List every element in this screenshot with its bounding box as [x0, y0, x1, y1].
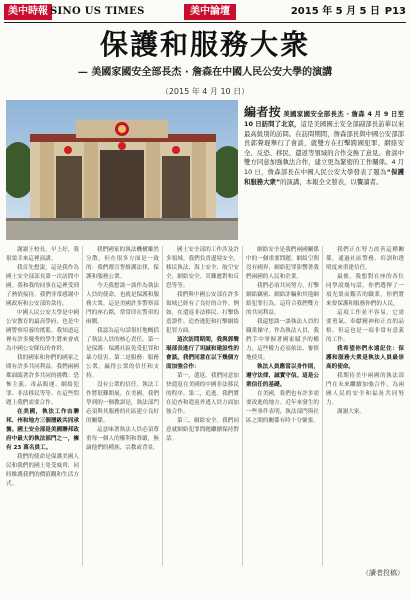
article-paragraph: 第一，遣返。我們同意加快遣返在美國的中國非法移民的程序。第二，追逃。我們將在追查和遣返外逃人員方面加強合作。 — [166, 373, 239, 415]
article-column-2 — [86, 246, 159, 566]
article-paragraph: 我們國家的執法機構雖然分散，但在很多方面是一致的：我們都宣誓維護法律，保護和服務公衆。 — [86, 247, 159, 280]
article-paragraph: 中國人民公安大學是中國公安教育的最高學府，也是中國警察培養的搖籃。我知道這裡有許多優秀的學生將來會成為中國公安隊伍的骨幹。 — [6, 310, 79, 352]
column-divider — [242, 246, 243, 566]
article-subtitle: — 美國家國安全部長杰 · 詹森在中國人民公安大學的演講 — [77, 67, 333, 78]
article-paragraph: 這次訪問期間，我與郭聲琨部長進行了坦誠和建設性的會談。我們同意在以下幾個方面加強合作： — [166, 337, 239, 370]
paper-logo: 美中時報 — [4, 4, 52, 20]
page-number: P13 — [384, 6, 406, 17]
article-paragraph: 這意味著執法人員必須尊重每一個人的權利和尊嚴，無論他們的種族、宗教或背景。 — [86, 427, 159, 451]
article-paragraph: 我們正在努力改善這種關係，通過社區警務、培訓和透明度來重建信任。 — [326, 247, 404, 271]
article-paragraph: 我還想談一談執法人員的職業操守。作為執法人員，我們手中掌握著國家賦予的權力，這些權力必須依法、審慎地使用。 — [246, 319, 319, 361]
article-paragraph: 我們的使命是保護美國人民和我們的國土免受威脅，同時維護我們的價值觀和生活方式。 — [6, 454, 79, 487]
paper-brand: SINO US TIMES — [50, 6, 145, 17]
column-divider — [322, 246, 323, 566]
section-label: 美中論壇 — [184, 4, 236, 20]
article-column-3 — [166, 246, 239, 566]
article-paragraph: 今天我想談一談作為執法人員的使命，也就是保護和服務大衆。這是美國許多警察部門的座右銘，常常印在警車的兩側。 — [86, 283, 159, 325]
article-paragraph: 這項工作並不容易。它需要勇氣、奉獻精神和正直的品格。但這也是一項非常有意義的工作。 — [326, 310, 404, 343]
article-paragraph: 執法人員應當以身作則，遵守法律，誠實守信。這是公衆信任的基礎。 — [246, 364, 319, 388]
article-paragraph: 我的國家和你們的國家之間有許多共同利益。我們兩國都面臨著許多共同的挑戰：恐怖主義、毒品販運、網絡犯罪、非法移民等等。在這些問題上我們需要合作。 — [6, 355, 79, 406]
article-column-1 — [6, 246, 79, 566]
article-paragraph: 國土安全部的工作涉及許多領域。我們負責邊境安全、移民執法、海上安全、航空安全、網絡安全、災難應對和反恐等等。 — [166, 247, 239, 289]
article-dateline: （2015 年 4 月 10 日） — [160, 87, 250, 96]
column-divider — [162, 246, 163, 566]
article-paragraph: 我們必須共同努力，打擊網絡竊密、網絡詐騙和其他網絡犯罪行為。這符合我們雙方的共同利益。 — [246, 283, 319, 316]
article-paragraph: 在美國，我們也有許多需要改進的地方。近年來發生的一些事件表明，執法部門與社區之間的關係有時十分緊張。 — [246, 391, 319, 424]
article-end-mark: （讀者投稿） — [362, 569, 404, 577]
university-gate-photo — [6, 100, 238, 240]
masthead — [4, 4, 406, 20]
article-paragraph: 沒有公衆的信任，執法工作將很難開展。在美國，我們學到的一個教訓是，執法部門必須與其服務的社區建立良好的關係。 — [86, 382, 159, 424]
article-title: 保護和服務大衆 — [99, 28, 310, 61]
speech-title-emphasis: “保護和服務大衆” — [244, 167, 404, 186]
article-paragraph: 謝謝大家。 — [337, 409, 365, 415]
column-divider — [82, 246, 83, 566]
article-paragraph: 我期待美中兩國的執法部門在未來繼續加強合作，為兩國人民的安全和福祉共同努力。 — [326, 373, 404, 406]
gate-illustration — [6, 100, 238, 240]
article-paragraph: 我希望你們永遠記住：保護和服務大衆是執法人員最崇高的使命。 — [326, 346, 404, 370]
editor-note-heading: 編者按 — [244, 105, 282, 119]
article-paragraph: 我認為這句話很好地概括了執法人員的核心責任。第一是保護：保護社區免受犯罪和暴力侵害。第二是服務：服務公衆，贏得公衆的信任和支持。 — [86, 328, 159, 379]
article-paragraph: 網絡安全是我們兩國關係中的一個重要問題。網絡空間沒有國界，網絡犯罪影響著我們兩國的人民和企業。 — [246, 247, 319, 280]
article-column-5 — [326, 246, 404, 566]
editor-note-tail: 的演講，本報全文發表，以饗讀者。 — [280, 177, 383, 186]
article-body — [6, 246, 404, 566]
article-paragraph: 第三，網絡安全。我們同意就網絡犯罪問題繼續保持對話。 — [166, 418, 239, 442]
article-paragraph: 最後，我想對在座的各位同學說幾句話。你們選擇了一項光榮而艱苦的職業。你們將來要保護和服務你們的人民。 — [326, 274, 404, 307]
article-paragraph: 在美國，執法工作由聯邦、州和地方三個層級共同承擔。國土安全部是美國聯邦政府中最大的執法部門之一，擁有 23 萬名員工。 — [6, 409, 79, 451]
article-paragraph: 我首先想說，這是我作為國土安全部部長第一次訪問中國。我和我的同事在這裡受到了熱情接待，我們非常感謝中國政府和公安部的款待。 — [6, 265, 79, 307]
article-column-4 — [246, 246, 319, 566]
issue-date: 2015 年 5 月 5 日 — [290, 6, 380, 17]
editor-note-text: 這是美國國土安全部副部長訪華以來最高級別的訪問。在訪問期間，詹森部長與中國公安部部長郭聲琨舉行了會談，就雙方在打擊跨國犯罪、網絡安全、反恐、移民、遣返等領域的合作交換了意見。會談中雙方同意加強執法合作，建立更為緊密的工作關係。4 月 10 日，詹森部長在中國人民公安大學發表了題為 — [244, 120, 404, 176]
editor-note-body — [244, 104, 404, 187]
article-paragraph: 謝謝王校長。早上好，我很榮幸來這裡演講。 — [6, 247, 79, 262]
editor-note-lead: 美國家國安全部長杰 · 詹森 4 月 9 日至 10 日訪問了北京， — [244, 110, 404, 128]
masthead-rule — [4, 22, 406, 23]
editor-note — [244, 104, 404, 238]
article-paragraph: 我們與中國公安部在許多領域已經有了良好的合作。例如，在遣返非法移民、打擊偽造證件、追查逃犯和打擊網絡犯罪方面。 — [166, 292, 239, 334]
